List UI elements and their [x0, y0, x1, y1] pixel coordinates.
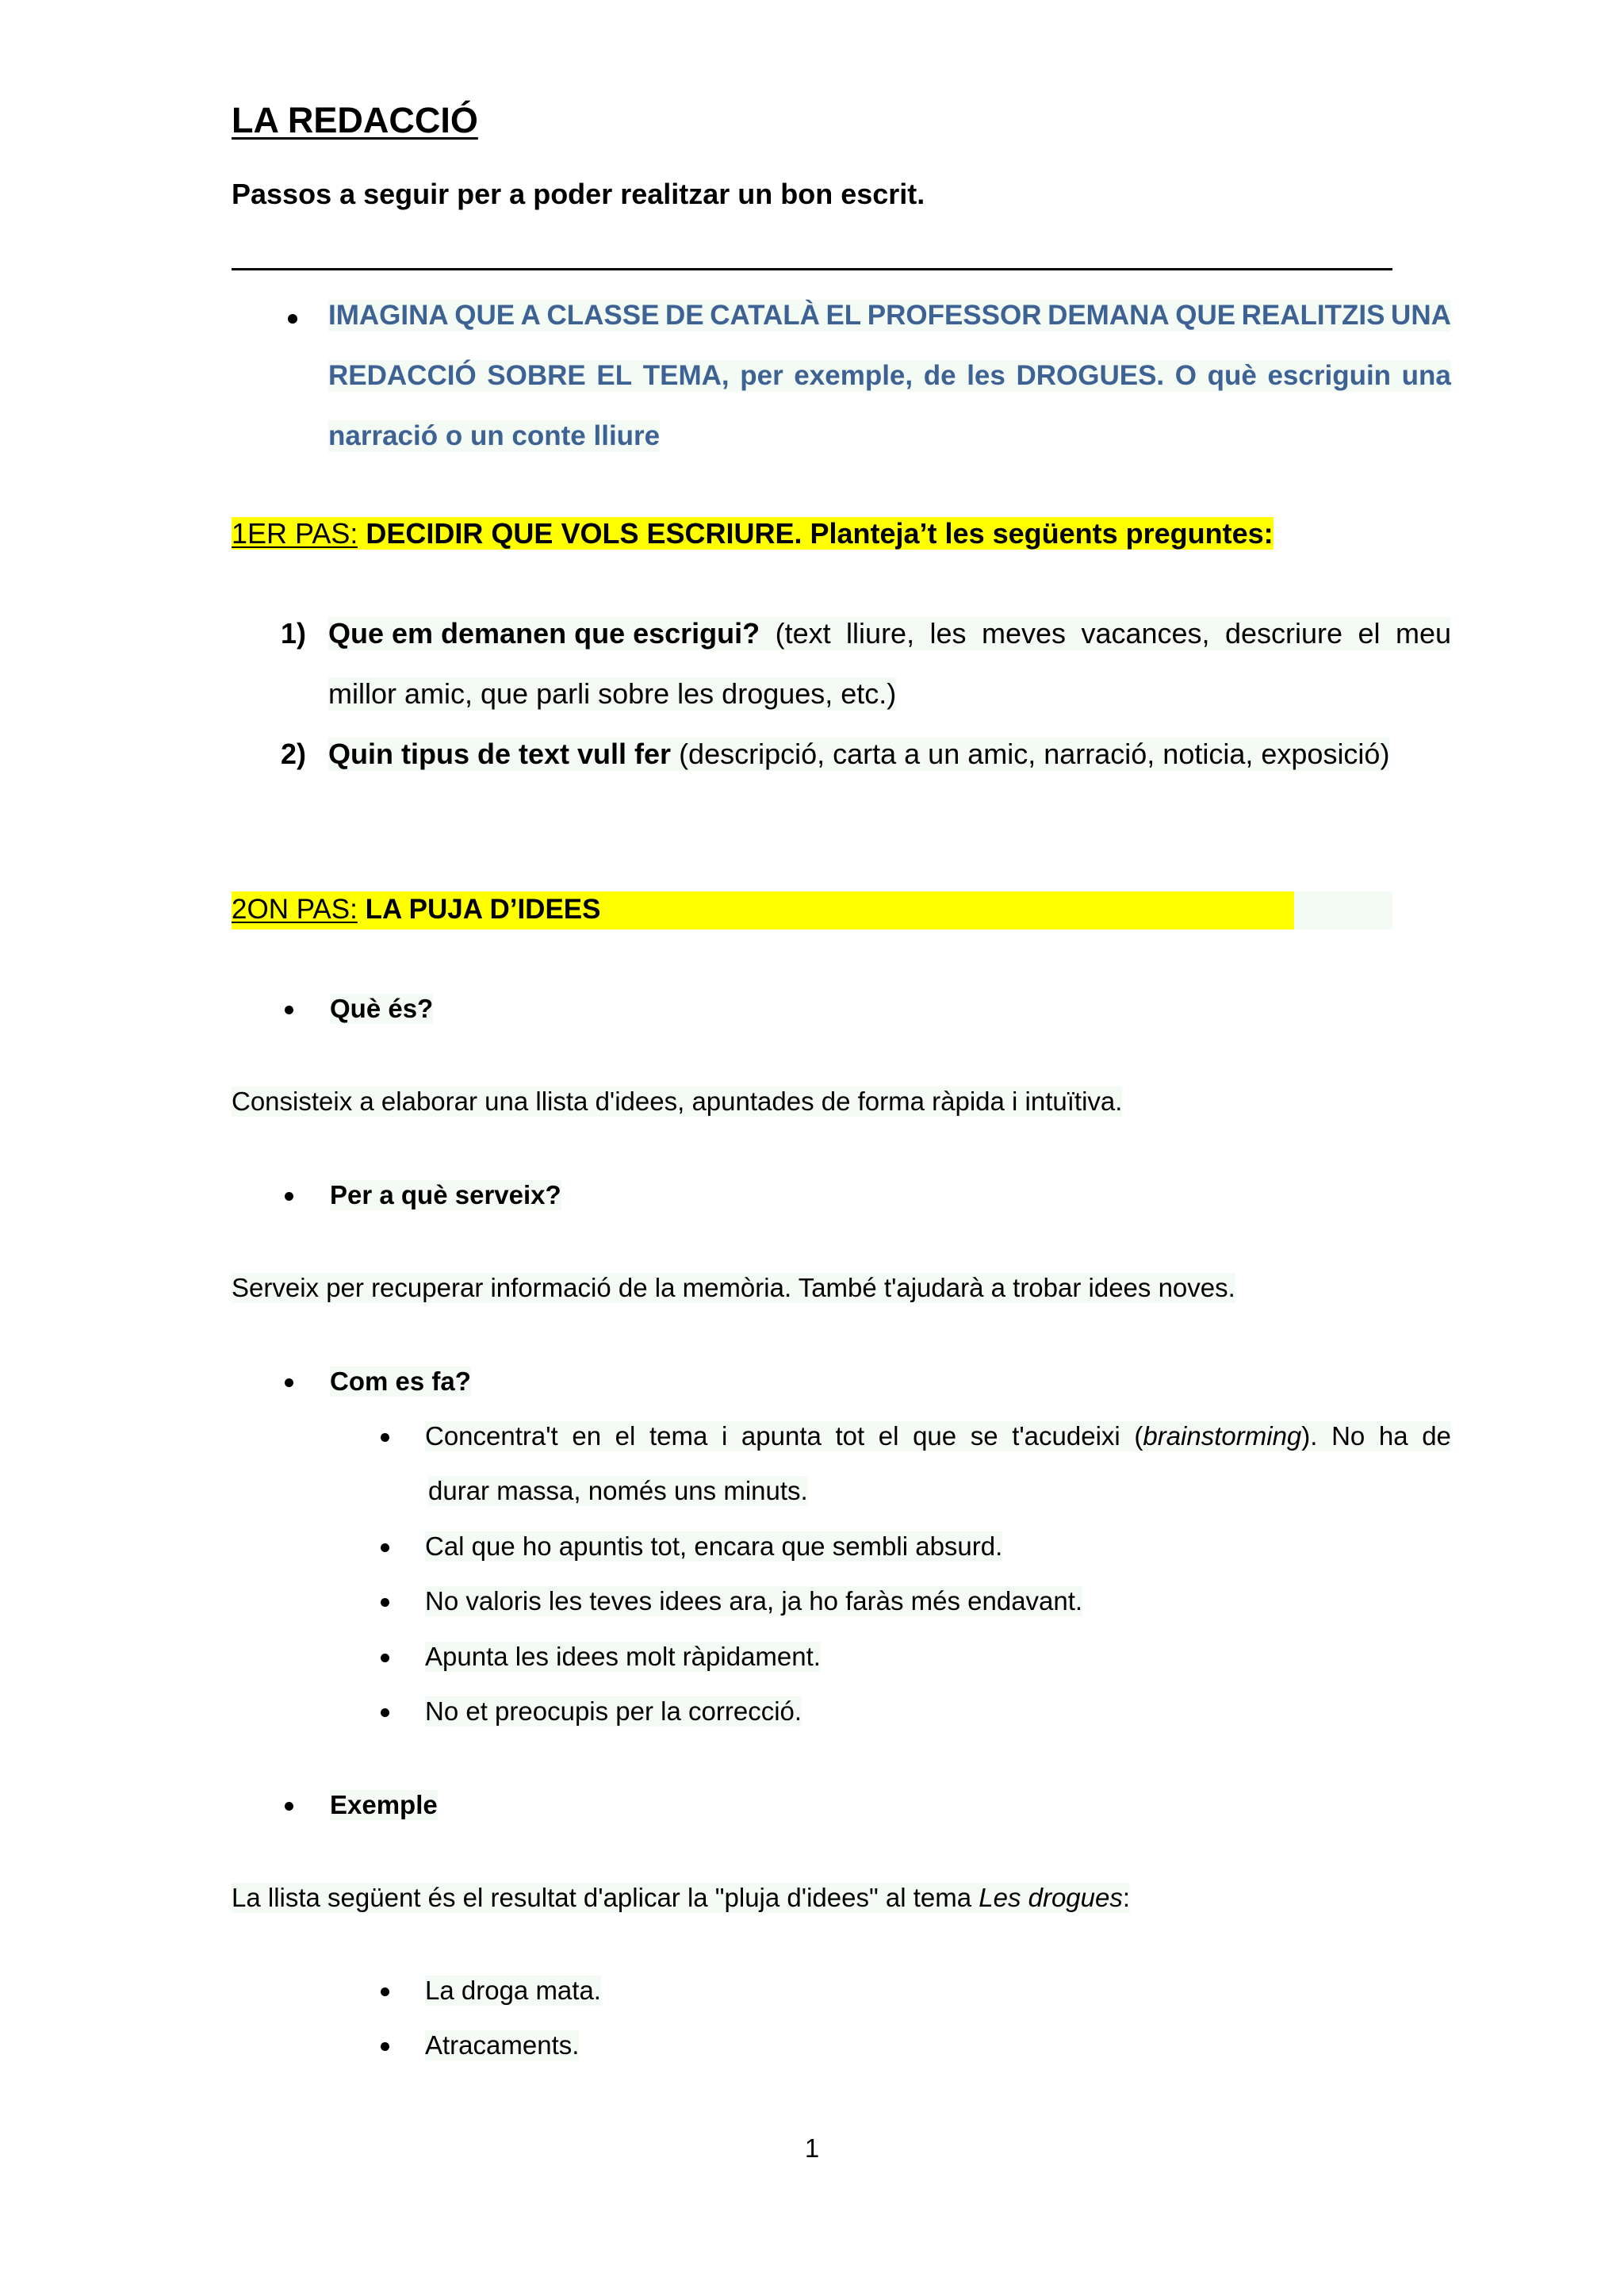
example-topic: Les drogues — [979, 1883, 1123, 1912]
example-item: La droga mata. — [425, 1976, 601, 2005]
question-1-line-1 — [328, 617, 1451, 650]
intro-word: EL — [825, 300, 862, 331]
intro-word: A — [520, 300, 541, 331]
intro-word: O — [1174, 360, 1197, 391]
question-2-bold: Quin tipus de text vull fer — [328, 738, 672, 770]
how-word: que — [913, 1421, 957, 1451]
question-1-bold: Que em demanen que escrigui? — [328, 617, 760, 650]
example-heading: Exemple — [330, 1790, 438, 1819]
bullet-icon — [285, 1192, 293, 1201]
intro-word: per — [740, 360, 783, 391]
horizontal-rule — [232, 268, 1392, 270]
intro-word: DROGUES. — [1016, 360, 1165, 391]
question-word: les — [929, 617, 967, 650]
how-item-1-paren: (brainstorming). — [1134, 1421, 1318, 1451]
question-2 — [328, 738, 1389, 771]
how-item: No et preocupis per la correcció. — [425, 1696, 802, 1726]
bullet-icon — [381, 2042, 389, 2051]
question-word: lliure, — [846, 617, 915, 650]
intro-word: PROFESSOR — [867, 300, 1042, 331]
intro-word: què — [1207, 360, 1257, 391]
example-text — [232, 1883, 1130, 1913]
intro-word: DEMANA — [1048, 300, 1170, 331]
question-word: meu — [1395, 617, 1451, 650]
why-text: Serveix per recuperar informació de la memòria. També t'ajudarà a trobar idees noves. — [232, 1273, 1235, 1302]
how-word: tot — [835, 1421, 865, 1451]
how-word: t'acudeixi — [1012, 1421, 1120, 1451]
intro-word: DE — [665, 300, 704, 331]
how-item: Apunta les idees molt ràpidament. — [425, 1642, 821, 1671]
intro-word: de — [923, 360, 956, 391]
how-word: en — [572, 1421, 602, 1451]
question-word: descriure — [1224, 617, 1343, 650]
how-word: se — [970, 1421, 998, 1451]
how-word: tema — [649, 1421, 708, 1451]
intro-word: CLASSE — [546, 300, 660, 331]
bullet-icon — [381, 1598, 389, 1607]
intro-word: REDACCIÓ — [328, 360, 477, 391]
how-word: apunta — [741, 1421, 822, 1451]
how-word: el — [615, 1421, 636, 1451]
how-word: Concentra't — [425, 1421, 558, 1451]
intro-word: EL — [596, 360, 633, 391]
example-item: Atracaments. — [425, 2030, 580, 2060]
how-item-1-line-2: durar massa, només uns minuts. — [428, 1476, 808, 1505]
intro-word: exemple, — [794, 360, 914, 391]
bullet-icon — [381, 1543, 389, 1552]
what-text: Consisteix a elaborar una llista d'idees, apuntades de forma ràpida i intuïtiva. — [232, 1087, 1123, 1116]
step1-label: 1ER PAS: — [232, 517, 358, 550]
question-word: el — [1358, 617, 1381, 650]
intro-word: QUE — [454, 300, 515, 331]
bullet-icon — [285, 1378, 293, 1387]
bullet-icon — [381, 1433, 389, 1442]
intro-line-2 — [328, 360, 1451, 392]
question-2-rest: (descripció, carta a un amic, narració, noticia, exposició) — [671, 738, 1390, 770]
intro-word: CATALÀ — [710, 300, 820, 331]
intro-word: SOBRE — [487, 360, 586, 391]
intro-line-1 — [328, 300, 1451, 332]
intro-word: UNA — [1391, 300, 1451, 331]
how-item-1-line-1 — [425, 1421, 1451, 1451]
intro-word: escriguin — [1267, 360, 1392, 391]
question-word: meves — [981, 617, 1067, 650]
intro-word: IMAGINA — [328, 300, 449, 331]
step1-title: DECIDIR QUE VOLS ESCRIURE. Planteja’t les següents preguntes: — [366, 517, 1274, 550]
how-item: No valoris les teves idees ara, ja ho faràs més endavant. — [425, 1586, 1083, 1616]
intro-word: QUE — [1175, 300, 1236, 331]
why-heading: Per a què serveix? — [330, 1180, 561, 1209]
how-item: Cal que ho apuntis tot, encara que sembli absurd. — [425, 1531, 1003, 1561]
bullet-icon — [381, 1654, 389, 1662]
question-number: 2) — [281, 738, 307, 770]
how-word: el — [878, 1421, 899, 1451]
question-word: (text — [775, 617, 831, 650]
bullet-icon — [288, 314, 297, 324]
what-heading: Què és? — [330, 994, 434, 1023]
step2-label: 2ON PAS: — [232, 894, 358, 925]
how-word: No — [1331, 1421, 1365, 1451]
question-number: 1) — [281, 617, 307, 650]
question-1-line-2: millor amic, que parli sobre les drogues, etc.) — [328, 677, 897, 710]
page-subtitle: Passos a seguir per a poder realitzar un bon escrit. — [232, 178, 925, 210]
bullet-icon — [381, 1987, 389, 1996]
step2-heading — [232, 894, 601, 926]
intro-word: TEMA, — [642, 360, 730, 391]
intro-word: REALITZIS — [1241, 300, 1385, 331]
how-word: ha — [1378, 1421, 1408, 1451]
step1-heading — [232, 517, 1274, 550]
intro-word: una — [1401, 360, 1451, 391]
bullet-icon — [285, 1802, 293, 1811]
how-word: i — [721, 1421, 728, 1451]
bullet-icon — [381, 1708, 389, 1717]
question-word: vacances, — [1081, 617, 1210, 650]
bullet-icon — [285, 1006, 293, 1014]
page-title: LA REDACCIÓ — [232, 100, 478, 140]
step2-title: LA PUJA D’IDEES — [365, 894, 601, 925]
how-word: de — [1422, 1421, 1451, 1451]
page-number: 1 — [804, 2133, 820, 2163]
intro-line-3: narració o un conte lliure — [328, 420, 661, 451]
example-text-start: La llista següent és el resultat d'aplicar la "pluja d'idees" al tema — [232, 1883, 979, 1912]
example-text-end: : — [1122, 1883, 1131, 1912]
how-heading: Com es fa? — [330, 1366, 471, 1396]
intro-word: les — [967, 360, 1005, 391]
